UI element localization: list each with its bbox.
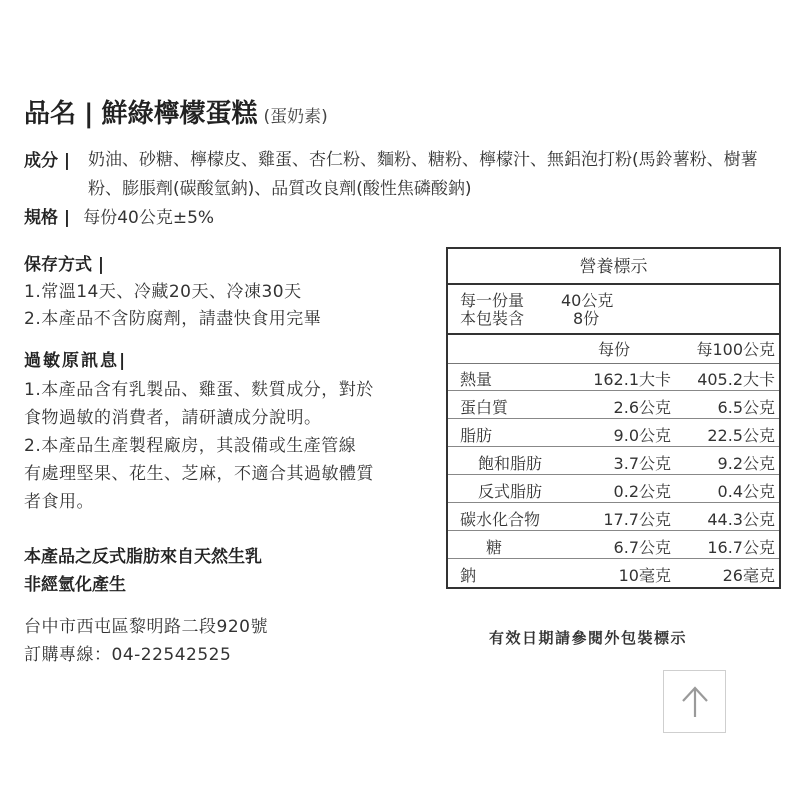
servings-per-package-label: 本包裝含 <box>460 309 525 328</box>
trans-fat-note-line-2: 非經氫化產生 <box>24 575 126 595</box>
nutrient-per-100g: 6.5公克 <box>717 398 775 417</box>
nutrition-row-trans-fat <box>448 475 779 503</box>
allergen-title-text: 過敏原訊息 <box>24 351 119 371</box>
nutrient-per-100g: 22.5公克 <box>707 426 775 445</box>
nutrient-per-100g: 0.4公克 <box>717 482 775 501</box>
nutrition-row-carbohydrate <box>448 503 779 531</box>
allergen-line-3: 2.本產品生產製程廠房，其設備或生產管線 <box>24 436 357 456</box>
ingredients-text: 奶油、砂糖、檸檬皮、雞蛋、杏仁粉、麵粉、糖粉、檸檬汁、無鋁泡打粉(馬鈴薯粉、樹薯粉、膨脹劑(碳酸氫鈉)、品質改良劑(酸性焦磷酸鈉) <box>88 150 758 199</box>
nutrient-name: 鈉 <box>460 566 477 585</box>
servings-per-package-value: 8份 <box>573 309 600 328</box>
nutrition-row-protein <box>448 391 779 419</box>
nutrient-name: 飽和脂肪 <box>478 454 543 473</box>
nutrient-per-100g: 16.7公克 <box>707 538 775 557</box>
col-per-100g: 每100公克 <box>696 340 775 359</box>
allergen-line-1: 1.本產品含有乳製品、雞蛋、麩質成分，對於 <box>24 380 374 400</box>
allergen-line-5: 者食用。 <box>24 492 94 512</box>
nutrient-name: 碳水化合物 <box>460 510 541 529</box>
nutrient-per-serving: 0.2公克 <box>613 482 671 501</box>
nutrition-row-calories <box>448 363 779 391</box>
product-diet-note: (蛋奶素) <box>263 107 328 127</box>
nutrient-per-100g: 9.2公克 <box>717 454 775 473</box>
nutrient-per-100g: 405.2大卡 <box>697 370 775 389</box>
allergen-line-4: 有處理堅果、花生、芝麻，不適合其過敏體質 <box>24 464 374 484</box>
nutrient-name: 蛋白質 <box>460 398 509 417</box>
ingredients-label: 成分 <box>24 151 58 171</box>
nutrient-per-serving: 162.1大卡 <box>593 370 671 389</box>
spec-label-group: 規格 | <box>24 208 71 228</box>
nutrient-per-serving: 17.7公克 <box>603 510 671 529</box>
ingredients-label-group: 成分 | <box>24 151 71 171</box>
nutrient-name: 脂肪 <box>460 426 493 445</box>
nutrient-per-serving: 6.7公克 <box>613 538 671 557</box>
storage-title-text: 保存方式 <box>24 255 92 275</box>
trans-fat-note-line-1: 本產品之反式脂肪來自天然生乳 <box>24 547 262 567</box>
nutrient-per-serving: 9.0公克 <box>613 426 671 445</box>
nutrient-per-serving: 2.6公克 <box>613 398 671 417</box>
nutrient-name: 反式脂肪 <box>478 482 543 501</box>
serving-size-row <box>460 291 614 310</box>
serving-size-value: 40公克 <box>561 291 614 310</box>
spec-row <box>24 203 214 228</box>
storage-line-2: 2.本產品不含防腐劑，請盡快食用完畢 <box>24 309 322 329</box>
allergen-title: 過敏原訊息| <box>24 351 128 371</box>
col-per-serving: 每份 <box>598 340 631 359</box>
nutrition-row-fat <box>448 419 779 447</box>
order-hotline: 訂購專線：04-22542525 <box>24 645 232 665</box>
nutrition-row-saturated-fat <box>448 447 779 475</box>
expiry-note: 有效日期請參閱外包裝標示 <box>489 629 688 647</box>
nutrition-meta-divider <box>448 333 779 335</box>
spec-label: 規格 <box>24 208 58 228</box>
nutrition-row-sugar <box>448 531 779 559</box>
spec-text: 每份40公克±5% <box>83 208 215 228</box>
storage-title: 保存方式 | <box>24 255 105 275</box>
servings-per-package-row <box>460 309 600 328</box>
serving-size-label: 每一份量 <box>460 291 525 310</box>
product-name: 鮮綠檸檬蛋糕 <box>101 99 258 129</box>
storage-line-1: 1.常溫14天、冷藏20天、冷凍30天 <box>24 282 302 302</box>
arrow-up-icon <box>677 684 713 720</box>
nutrient-per-100g: 26毫克 <box>722 566 775 585</box>
nutrient-per-serving: 3.7公克 <box>613 454 671 473</box>
back-to-top-button[interactable] <box>663 670 726 733</box>
nutrient-per-100g: 44.3公克 <box>707 510 775 529</box>
nutrition-table <box>446 247 781 589</box>
address: 台中市西屯區黎明路二段920號 <box>24 617 268 637</box>
nutrient-name: 熱量 <box>460 370 493 389</box>
allergen-line-2: 食物過敏的消費者，請研讀成分說明。 <box>24 408 322 428</box>
nutrition-row-sodium <box>448 559 779 587</box>
nutrient-name: 糖 <box>486 538 503 557</box>
product-name-label: 品名 <box>24 99 77 129</box>
product-title: 品名 | 鮮綠檸檬蛋糕 (蛋奶素) <box>24 99 328 129</box>
nutrition-title: 營養標示 <box>448 249 779 285</box>
nutrient-per-serving: 10毫克 <box>618 566 671 585</box>
